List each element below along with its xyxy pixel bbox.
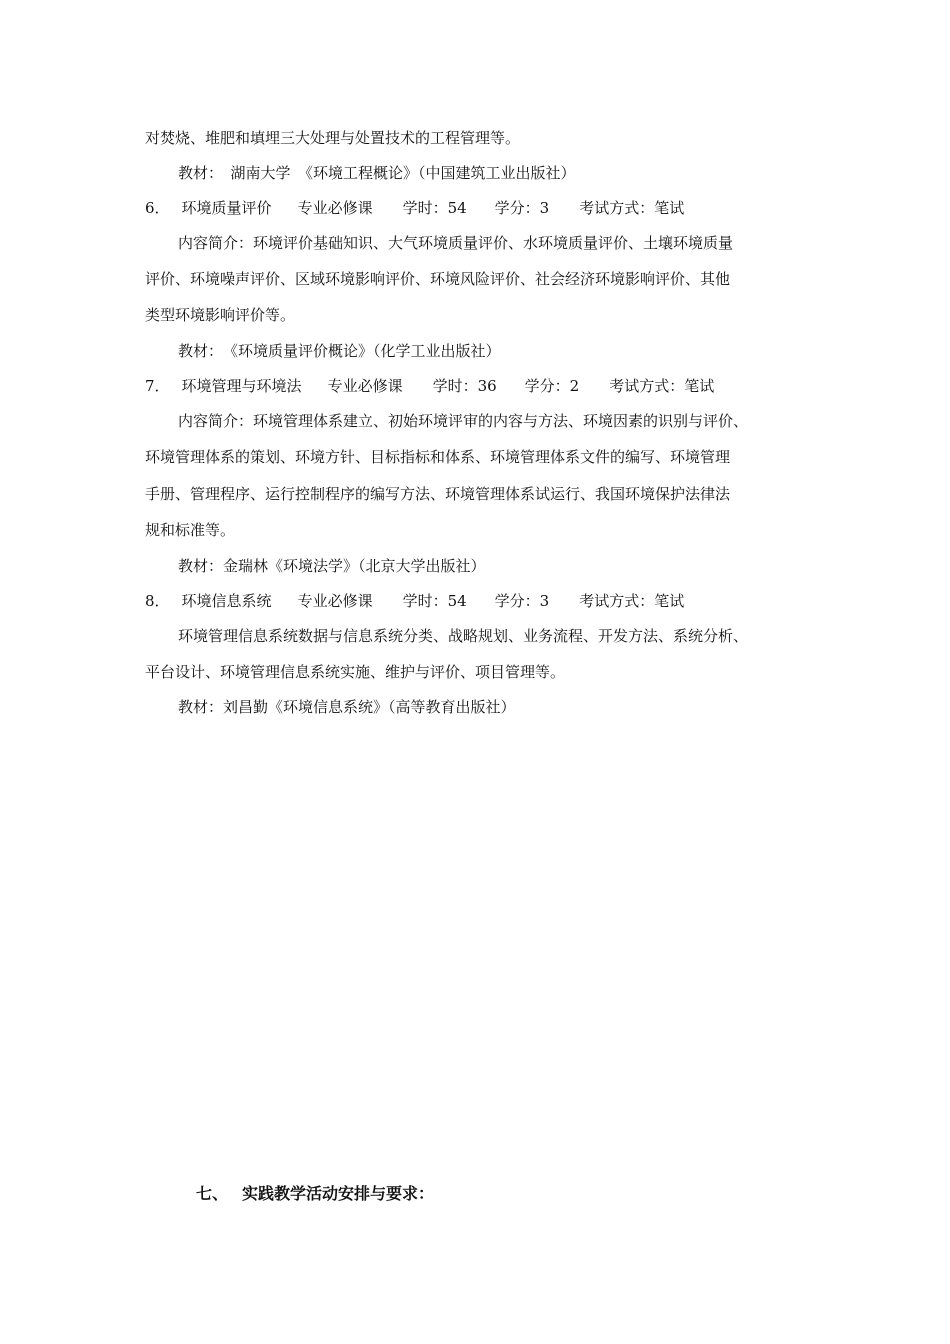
paragraph-line: 内容简介：环境评价基础知识、大气环境质量评价、水环境质量评价、土壤环境质量 <box>178 234 734 252</box>
course-type: 专业必修课 <box>327 377 403 395</box>
paragraph-line: 规和标准等。 <box>145 521 236 539</box>
course-credits: 学分：3 <box>494 199 550 217</box>
course-exam: 考试方式：笔试 <box>579 199 685 217</box>
textbook-line: 教材：金瑞林《环境法学》（北京大学出版社） <box>178 557 486 575</box>
course-credits: 学分：3 <box>494 592 550 610</box>
section-title: 实践教学活动安排与要求： <box>242 1184 435 1203</box>
section-number: 七、 <box>196 1184 229 1203</box>
course-type: 专业必修课 <box>297 592 373 610</box>
textbook-line: 教材： 《环境质量评价概论》（化学工业出版社） <box>178 342 501 360</box>
paragraph-line: 手册、管理程序、运行控制程序的编写方法、环境管理体系试运行、我国环境保护法律法 <box>145 485 731 503</box>
course-hours: 学时：54 <box>402 199 467 217</box>
course-exam: 考试方式：笔试 <box>609 377 715 395</box>
course-name: 环境质量评价 <box>181 199 272 217</box>
course-hours: 学时：36 <box>432 377 497 395</box>
paragraph-line: 内容简介：环境管理体系建立、初始环境评审的内容与方法、环境因素的识别与评价、 <box>178 412 749 430</box>
course-header-7 <box>145 376 714 396</box>
paragraph-line: 平台设计、环境管理信息系统实施、维护与评价、项目管理等。 <box>145 663 566 681</box>
course-name: 环境信息系统 <box>181 592 272 610</box>
course-number: 8． <box>145 592 170 610</box>
course-number: 7． <box>145 377 170 395</box>
course-type: 专业必修课 <box>297 199 373 217</box>
course-header-6 <box>145 198 684 218</box>
paragraph-line: 评价、环境噪声评价、区域环境影响评价、环境风险评价、社会经济环境影响评价、其他 <box>145 270 731 288</box>
paragraph-line: 环境管理体系的策划、环境方针、目标指标和体系、环境管理体系文件的编写、环境管理 <box>145 448 731 466</box>
paragraph-line: 对焚烧、堆肥和填埋三大处理与处置技术的工程管理等。 <box>145 129 521 147</box>
course-credits: 学分：2 <box>524 377 580 395</box>
paragraph-line: 类型环境影响评价等。 <box>145 306 296 324</box>
course-header-8 <box>145 591 684 611</box>
course-name: 环境管理与环境法 <box>181 377 302 395</box>
textbook-line: 教材：刘昌勤《环境信息系统》（高等教育出版社） <box>178 698 516 716</box>
textbook-line: 教材： 湖南大学 《环境工程概论》（中国建筑工业出版社） <box>178 164 576 182</box>
course-number: 6． <box>145 199 170 217</box>
course-exam: 考试方式：笔试 <box>579 592 685 610</box>
course-hours: 学时：54 <box>402 592 467 610</box>
section-heading <box>196 1183 434 1205</box>
paragraph-line: 环境管理信息系统数据与信息系统分类、战略规划、业务流程、开发方法、系统分析、 <box>178 627 749 645</box>
